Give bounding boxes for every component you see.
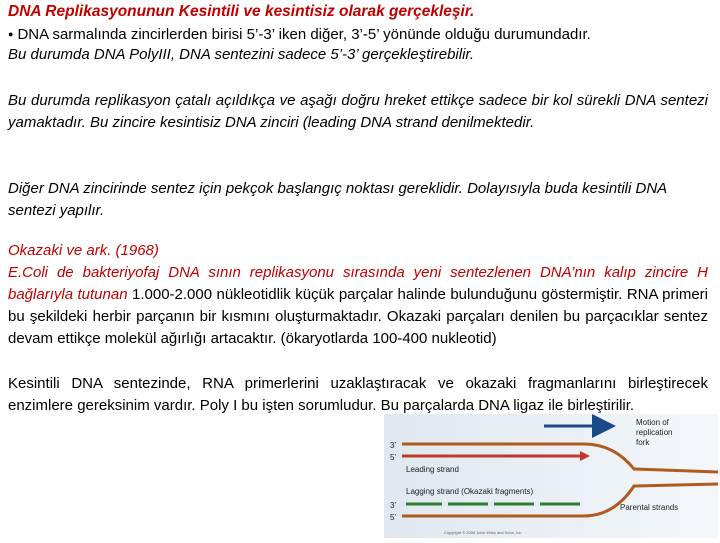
bullet-text: DNA sarmalında zincirlerden birisi 5’-3’ iken diğer, 3’-5’ yönünde olduğu durumundadır. [17,26,591,43]
ecoli-red-text: E.Coli de bakteriyofaj DNA sının replikasyonu sırasında yeni sentezlenen DNA’nın kalıp zincire H bağlarıyla tutunan [8,264,708,303]
figure-copyright: Copyright © 2006 John Wiley and Sons, Inc. [444,530,523,535]
prime-5-leading: 5’ [390,453,397,462]
leading-strand-label: Leading strand [406,465,459,474]
prime-5-bottom: 5’ [390,513,397,522]
replication-fork-diagram [384,414,718,538]
lagging-strand-paragraph: Diğer DNA zincirinde sentez için pekçok başlangıç noktası gereklidir. Dolayısıyla buda kesintili DNA sentezi yapılır. [8,180,667,219]
lagging-strand-label: Lagging strand (Okazaki fragments) [406,487,534,496]
ecoli-black-text: 1.000-2.000 nükleotidlik küçük parçalar halinde bulunduğunu göstermiştir. RNA primeri bu şekildeki herbir parçanın bir kısmını oluşturmaktadır. Okazaki parçaları denilen bu parçacıklar sentez devam ettikçe molekül ağırlığı artacaktır. (ökaryotlarda 100-400 nukleotid) [8,286,708,347]
leading-strand-paragraph: Bu durumda replikasyon çatalı açıldıkça ve aşağı doğru hreket ettikçe sadece bir kol sürekli DNA sentezi yamaktadır. Bu zincire kesintisiz DNA zinciri (leading DNA strand denilmektedir. [8,92,708,131]
polyiii-line: Bu durumda DNA PolyIII, DNA sentezini sadece 5’-3’ gerçekleştirebilir. [8,46,475,63]
ecoli-paragraph [8,262,708,350]
page-title: DNA Replikasyonunun Kesintili ve kesintisiz olarak gerçekleşir. [8,3,475,20]
kesintili-paragraph: Kesintili DNA sentezinde, RNA primerlerini uzaklaştıracak ve okazaki fragmanlarını birleştirecek enzimlere gereksinim vardır. Poly I bu işten sorumludur. Bu parçalarda DNA ligaz ile birleştirilir. [8,375,708,414]
okazaki-reference: Okazaki ve ark. (1968) [8,242,159,259]
parental-strands-label: Parental strands [620,503,679,512]
motion-label-2: replication [636,428,673,437]
prime-3-lagging: 3’ [390,501,397,510]
prime-3-top: 3’ [390,441,397,450]
motion-label-1: Motion of [636,418,669,427]
bullet-icon: ● [8,29,14,39]
motion-label-3: fork [636,438,650,447]
bullet-line [8,23,708,46]
